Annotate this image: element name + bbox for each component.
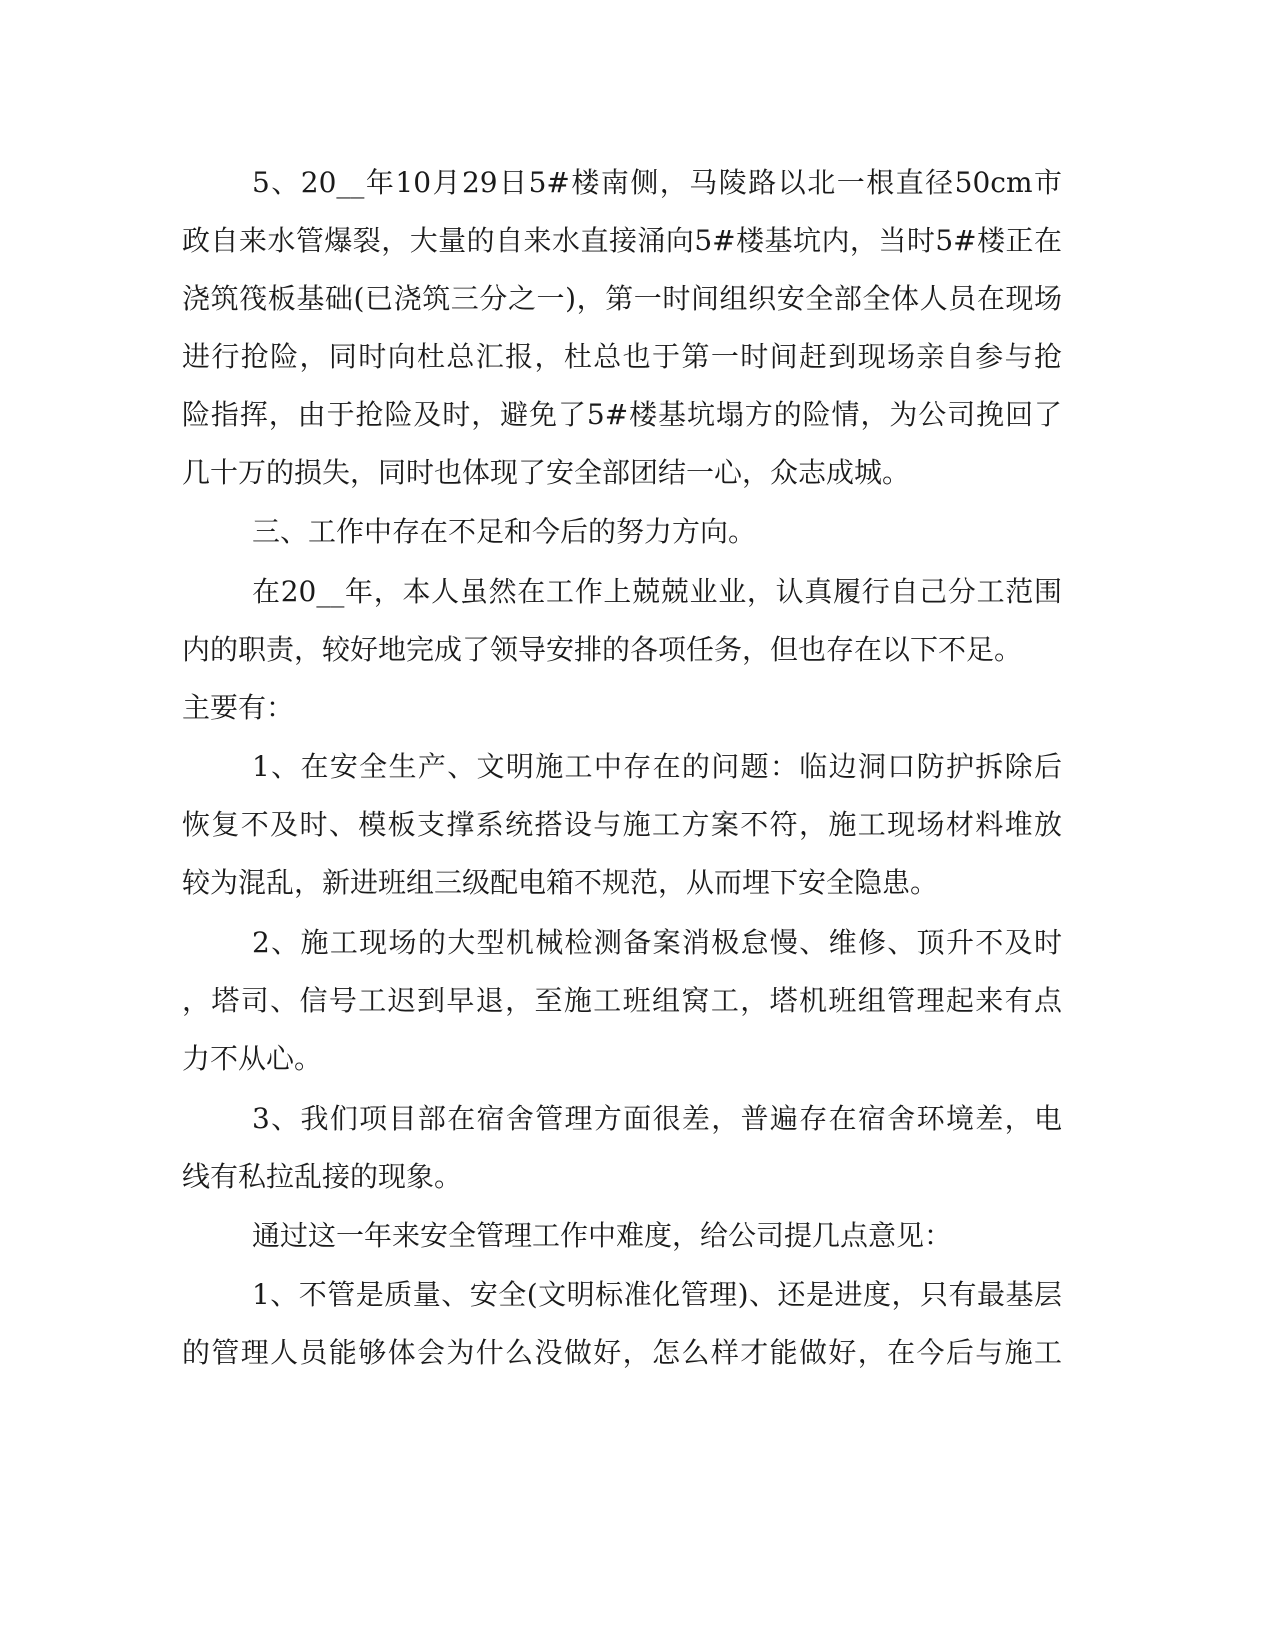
paragraph-line: 通过这一年来安全管理工作中难度，给公司提几点意见： <box>252 1219 953 1252</box>
list-item-line: 的管理人员能够体会为什么没做好，怎么样才能做好，在今后与施工 <box>182 1336 1062 1369</box>
list-item-line: 恢复不及时、模板支撑系统搭设与施工方案不符，施工现场材料堆放 <box>182 808 1062 841</box>
list-item-line: 2、施工现场的大型机械检测备案消极怠慢、维修、顶升不及时 <box>252 926 1062 959</box>
list-item-line: 线有私拉乱接的现象。 <box>182 1160 463 1193</box>
paragraph-line: 在20__年，本人虽然在工作上兢兢业业，认真履行自己分工范围 <box>252 575 1062 608</box>
paragraph-line: 进行抢险，同时向杜总汇报，杜总也于第一时间赶到现场亲自参与抢 <box>182 340 1062 373</box>
paragraph-line: 政自来水管爆裂，大量的自来水直接涌向5#楼基坑内，当时5#楼正在 <box>182 224 1062 257</box>
list-item-line: ，塔司、信号工迟到早退，至施工班组窝工，塔机班组管理起来有点 <box>182 984 1062 1017</box>
paragraph-line: 险指挥，由于抢险及时，避免了5#楼基坑塌方的险情，为公司挽回了 <box>182 398 1062 431</box>
paragraph-line: 5、20__年10月29日5#楼南侧，马陵路以北一根直径50cm市 <box>252 166 1062 199</box>
list-item-line: 1、在安全生产、文明施工中存在的问题：临边洞口防护拆除后 <box>252 750 1062 783</box>
paragraph-line: 浇筑筏板基础(已浇筑三分之一)，第一时间组织安全部全体人员在现场 <box>182 282 1062 315</box>
paragraph-line: 主要有： <box>182 691 295 724</box>
list-item-line: 力不从心。 <box>182 1042 323 1075</box>
section-heading: 三、工作中存在不足和今后的努力方向。 <box>252 515 757 548</box>
paragraph-line: 几十万的损失，同时也体现了安全部团结一心，众志成城。 <box>182 456 911 489</box>
list-item-line: 3、我们项目部在宿舍管理方面很差，普遍存在宿舍环境差，电 <box>252 1102 1062 1135</box>
list-item-line: 较为混乱，新进班组三级配电箱不规范，从而埋下安全隐患。 <box>182 866 939 899</box>
list-item-line: 1、不管是质量、安全(文明标准化管理)、还是进度，只有最基层 <box>252 1278 1062 1311</box>
paragraph-line: 内的职责，较好地完成了领导安排的各项任务，但也存在以下不足。 <box>182 633 1023 666</box>
